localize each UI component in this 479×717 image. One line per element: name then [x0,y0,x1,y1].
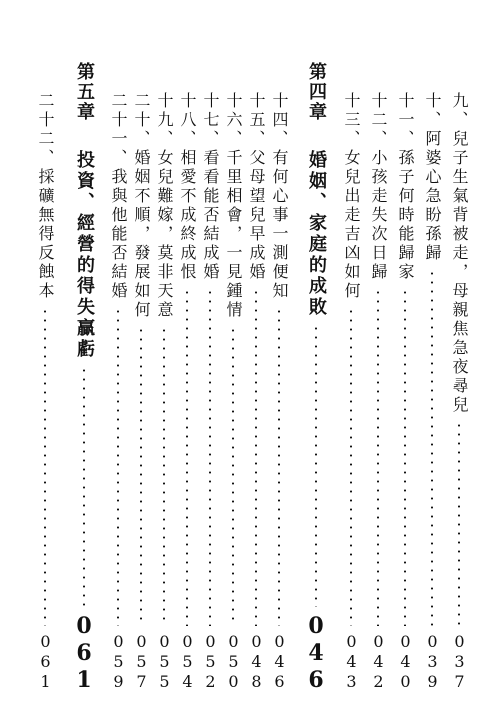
dot-leader [140,326,142,626]
chapter-page: 046 [303,613,329,694]
toc-entry-page: 039 [423,632,442,692]
toc-entry-page: 050 [224,632,243,692]
toc-entry-page: 055 [155,632,174,692]
toc-entry-page: 054 [178,632,197,692]
toc-entry-title: 九、兒子生氣背被走，母親焦急夜尋兒 [450,92,469,415]
toc-entry-title: 十九、女兒難嫁，莫非天意 [155,92,174,320]
dot-leader [44,307,46,626]
toc-entry-title: 十八、相愛不成終成恨 [178,92,197,282]
toc-entry-title: 二十、婚姻不順，發展如何 [132,92,151,320]
dot-leader [255,288,257,626]
toc-entry-title: 十五、父母望兒早成婚 [247,92,266,282]
dot-leader [117,307,119,626]
toc-entry [245,92,267,692]
toc-entry [394,92,416,692]
toc-entry [367,92,389,692]
dot-leader [315,324,317,607]
dot-leader [232,326,234,626]
chapter-label: 第五章 [74,62,95,122]
dot-leader [163,326,165,626]
toc-entry [130,92,152,692]
toc-entry-title: 二十二、採礦無得反蝕本 [36,92,55,301]
dot-leader [350,307,352,626]
toc-entry-title: 十一、孫子何時能歸家 [396,92,415,282]
toc-entry-title: 十六、千里相會，一見鍾情 [224,92,243,320]
toc-entry-page: 059 [109,632,128,692]
toc-entry-page: 043 [342,632,361,692]
toc-entry-title: 十、阿婆心急盼孫歸 [423,92,442,263]
dot-leader [278,307,280,626]
toc-entry [268,92,290,692]
toc-entry-page: 037 [450,632,469,692]
chapter-label: 第四章 [306,62,327,122]
toc-entry-title: 十七、看看能否結成婚 [201,92,220,282]
toc-entry-title: 十二、小孩走失次日歸 [369,92,388,282]
toc-entry [421,92,443,692]
toc-entry-page: 057 [132,632,151,692]
chapter-page: 061 [71,613,97,694]
chapter-title: 投資、經營的得失贏虧 [74,150,95,360]
toc-entry-page: 048 [247,632,266,692]
toc-entry [448,92,470,692]
toc-entry [107,92,129,692]
toc-entry [199,92,221,692]
dot-leader [83,366,85,607]
toc-entry-page: 046 [270,632,289,692]
dot-leader [458,421,460,626]
toc-entry-title: 二十一、我與他能否結婚 [109,92,128,301]
dot-leader [377,288,379,626]
toc-entry-page: 040 [396,632,415,692]
toc-entry-page: 061 [36,632,55,692]
chapter-heading [70,62,98,694]
chapter-heading [302,62,330,694]
toc-entry [153,92,175,692]
toc-entry-title: 十四、有何心事一測便知 [270,92,289,301]
toc-entry [340,92,362,692]
dot-leader [404,288,406,626]
toc-entry-page: 052 [201,632,220,692]
dot-leader [209,288,211,626]
toc-entry-page: 042 [369,632,388,692]
dot-leader [431,269,433,626]
dot-leader [186,288,188,626]
toc-entry [222,92,244,692]
toc-entry [34,92,56,692]
chapter-title: 婚姻、家庭的成敗 [306,150,327,318]
toc-entry-title: 十三、女兒出走吉凶如何 [342,92,361,301]
toc-entry [176,92,198,692]
